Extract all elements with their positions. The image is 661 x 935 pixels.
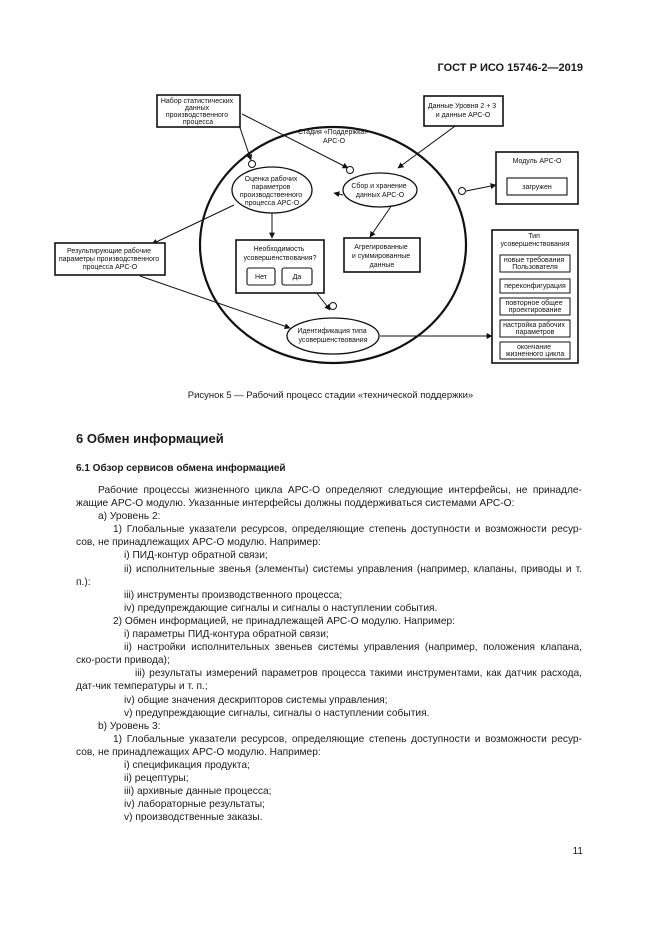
list-item: iv) общие значения дескрипторов системы управления; xyxy=(124,694,388,706)
list-item: iii) результаты измерений параметров процесса такими инструментами, как датчик расхода, дат-чик температуры и т. п.; xyxy=(76,668,582,693)
svg-text:Необходимость усоверше: Необходимость усовершенствования? xyxy=(243,246,317,262)
subsection-heading: 6.1 Обзор сервисов обмена информацией xyxy=(76,463,286,474)
list-item: i) параметры ПИД-контура обратной связи; xyxy=(124,629,329,641)
list-item: v) производственные заказы. xyxy=(124,812,263,824)
list-item: ii) настройки исполнительных звеньев системы управления (например, положения клапана, ско-рости привода); xyxy=(76,642,582,667)
svg-text:настройка рабочих пара: настройка рабочих параметров xyxy=(503,322,565,336)
svg-text:Данные Уровня 2 + 3 и: Данные Уровня 2 + 3 и данные АРС-О xyxy=(427,103,497,119)
list-item: i) ПИД-контур обратной связи; xyxy=(124,550,268,562)
list-item: iii) инструменты производственного процесса; xyxy=(124,589,343,601)
apc-module-box xyxy=(496,152,578,204)
paragraph: Рабочие процессы жизненного цикла АРС-О определяют следующие интерфейсы, не принадле-жащие АРС-О модулю. Указанные интерфейсы должны поддерживаться системами АРС-О: xyxy=(76,485,582,510)
list-item: 1) Глобальные указатели ресурсов, определяющие степень доступности и возможности ресур-сов, не принадлежащих АРС-О модулю. Например: xyxy=(76,733,582,758)
svg-text:Да: Да xyxy=(292,274,302,281)
list-item: iv) предупреждающие сигналы и сигналы о наступлении события. xyxy=(124,602,438,614)
list-item: i) спецификация продукта; xyxy=(124,759,250,771)
svg-text:Результирующие рабочие: Результирующие рабочие параметры производственного процесса АРС-О xyxy=(58,248,160,271)
result-parameters-box xyxy=(55,243,165,275)
list-item: 1) Глобальные указатели ресурсов, определяющие степень доступности и возможности ресур-сов, не принадлежащих АРС-О модулю. Например: xyxy=(76,524,582,549)
need-improvement-box xyxy=(236,240,324,293)
aggregated-data-box xyxy=(344,238,420,272)
collect-store-ellipse xyxy=(343,173,417,207)
improvement-type-box xyxy=(492,230,578,363)
svg-text:Идентификация типа усо: Идентификация типа усовершенствования xyxy=(297,328,368,344)
figure-caption: Рисунок 5 — Рабочий процесс стадии «технической поддержки» xyxy=(187,390,474,401)
svg-text:Модуль АРС-О: Модуль АРС-О xyxy=(512,158,562,165)
section-heading: 6 Обмен информацией xyxy=(76,431,224,446)
level-data-box xyxy=(424,96,503,126)
list-item: а) Уровень 2: xyxy=(98,511,161,523)
svg-text:переконфигурация: переконфигурация xyxy=(504,283,566,290)
list-item: ii) исполнительные звенья (элементы) системы управления (например, клапаны, приводы и т. п.): xyxy=(76,563,582,588)
svg-text:Набор статистических д: Набор статистических данных производственного процесса xyxy=(160,98,234,126)
list-item: iii) архивные данные процесса; xyxy=(124,786,272,798)
svg-text:Сбор и хранение данных: Сбор и хранение данных АРС-О xyxy=(351,183,407,199)
list-item: b) Уровень 3: xyxy=(98,720,161,732)
list-item: 2) Обмен информацией, не принадлежащей АРС-О модулю. Например: xyxy=(113,615,456,627)
svg-text:Нет: Нет xyxy=(255,274,267,281)
svg-text:загружен: загружен xyxy=(522,184,552,191)
stage-label: Стадия «Поддержка» АРС-О xyxy=(297,129,369,145)
connector-lines xyxy=(140,114,496,336)
page-number: 11 xyxy=(572,846,583,857)
evaluate-parameters-ellipse xyxy=(232,167,312,213)
body-text xyxy=(76,484,582,824)
identify-type-ellipse xyxy=(287,318,379,354)
svg-text:новые требования Польз: новые требования Пользователя xyxy=(503,257,565,271)
svg-text:повторное общее проект: повторное общее проектирование xyxy=(505,300,563,314)
list-item: ii) рецептуры; xyxy=(124,773,189,785)
svg-text:Тип усовершенствования: Тип усовершенствования xyxy=(500,233,570,248)
list-item: v) предупреждающие сигналы, сигналы о наступлении события. xyxy=(124,707,430,719)
svg-text:Оценка рабочих парамет: Оценка рабочих параметров производственного процесса АРС-О xyxy=(239,176,303,207)
svg-text:окончание жизненного ц: окончание жизненного цикла xyxy=(505,344,565,358)
svg-text:Агрегированные и сумми: Агрегированные и суммированные данные xyxy=(351,244,411,269)
workflow-diagram xyxy=(0,0,661,380)
list-item: iv) лабораторные результаты; xyxy=(124,799,265,811)
standard-code-header: ГОСТ Р ИСО 15746-2—2019 xyxy=(437,62,583,74)
stats-dataset-box xyxy=(157,95,240,127)
